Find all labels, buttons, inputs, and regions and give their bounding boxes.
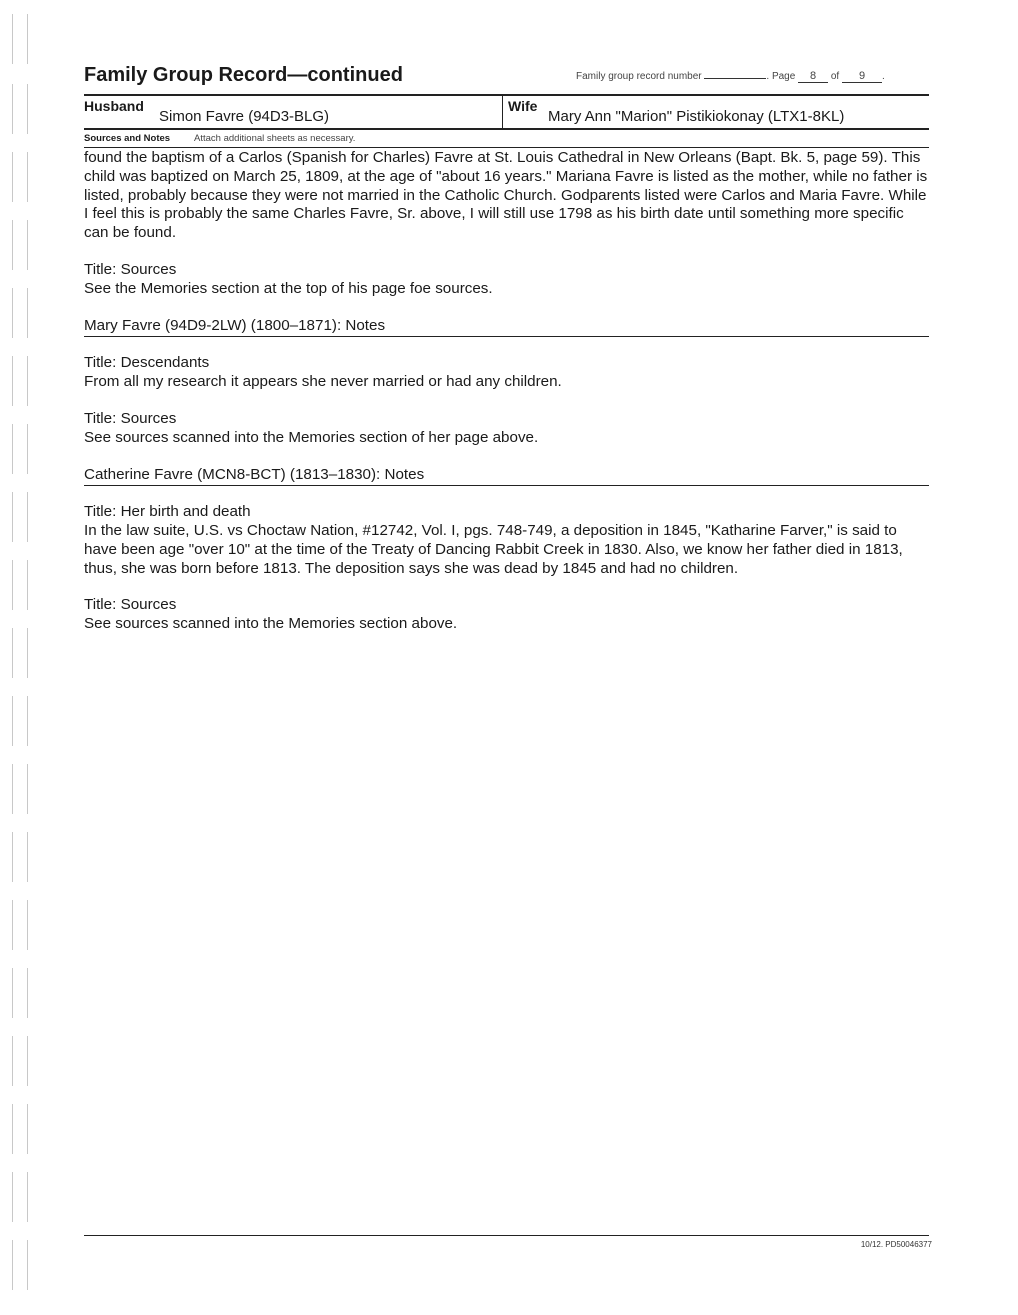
catherine-favre-heading: Catherine Favre (MCN8-BCT) (1813–1830): Notes bbox=[84, 466, 425, 483]
mary-favre-heading: Mary Favre (94D9-2LW) (1800–1871): Notes bbox=[84, 317, 386, 334]
sources-notes-hint: Attach additional sheets as necessary. bbox=[194, 133, 356, 144]
catherine-birth-text: In the law suite, U.S. vs Choctaw Nation, #12742, Vol. I, pgs. 748-749, a deposition in 1845, "Katharine Farver," is said to have been age "over 10" at the time of the Treaty of Dancing Rabbit Creek in 1830. Also, we know her father died in 1813, thus, she was born before 1813. The deposition says she was dead by 1845 and had no children. bbox=[84, 522, 903, 577]
continued-note-paragraph: found the baptism of a Carlos (Spanish for Charles) Favre at St. Louis Cathedral in New Orleans (Bapt. Bk. 5, page 59). This child was baptized on March 25, 1809, at the age of "about 16 years." Mariana Favre is listed as the mother, while no father is listed, probably because they were not married in the Catholic Church. Godparents listed were Carlos and Maria Favre. While I feel this is probably the same Charles Favre, Sr. above, I will still use 1798 as his birth date until something more specific can be found. bbox=[84, 149, 928, 242]
wife-name: Mary Ann "Marion" Pistikiokonay (LTX1-8KL) bbox=[548, 108, 845, 125]
mary-descendants-title: Title: Descendants bbox=[84, 354, 210, 371]
mary-heading-rule bbox=[84, 336, 929, 337]
footer-rule bbox=[84, 1235, 929, 1236]
mary-descendants-text: From all my research it appears she never married or had any children. bbox=[84, 373, 562, 390]
catherine-birth-title: Title: Her birth and death bbox=[84, 503, 251, 520]
total-pages: 9 bbox=[842, 70, 882, 83]
catherine-heading-rule bbox=[84, 485, 929, 486]
sources-rule bbox=[84, 147, 929, 148]
record-number-line: Family group record number . Page 8 of 9 . bbox=[576, 70, 885, 82]
footer-code: 10/12. PD50046377 bbox=[860, 1240, 932, 1249]
page-number: 8 bbox=[798, 70, 828, 83]
header-rule bbox=[84, 94, 929, 96]
mary-sources-text: See sources scanned into the Memories section of her page above. bbox=[84, 429, 539, 446]
page-label: Page bbox=[771, 71, 796, 82]
sources-notes-label: Sources and Notes bbox=[84, 133, 171, 144]
mary-sources-title: Title: Sources bbox=[84, 410, 177, 427]
of-label: of bbox=[830, 71, 840, 82]
sources-text: See the Memories section at the top of his page foe sources. bbox=[84, 280, 493, 297]
page-title: Family Group Record—continued bbox=[84, 64, 403, 86]
sources-title: Title: Sources bbox=[84, 261, 177, 278]
catherine-sources-title: Title: Sources bbox=[84, 596, 177, 613]
record-number-label: Family group record number bbox=[576, 71, 702, 82]
couple-divider bbox=[502, 96, 503, 128]
record-number-blank bbox=[704, 78, 766, 79]
catherine-sources-text: See sources scanned into the Memories section above. bbox=[84, 615, 458, 632]
husband-name: Simon Favre (94D3-BLG) bbox=[159, 108, 330, 125]
couple-rule bbox=[84, 128, 929, 130]
wife-label: Wife bbox=[508, 98, 538, 114]
husband-label: Husband bbox=[84, 98, 144, 114]
